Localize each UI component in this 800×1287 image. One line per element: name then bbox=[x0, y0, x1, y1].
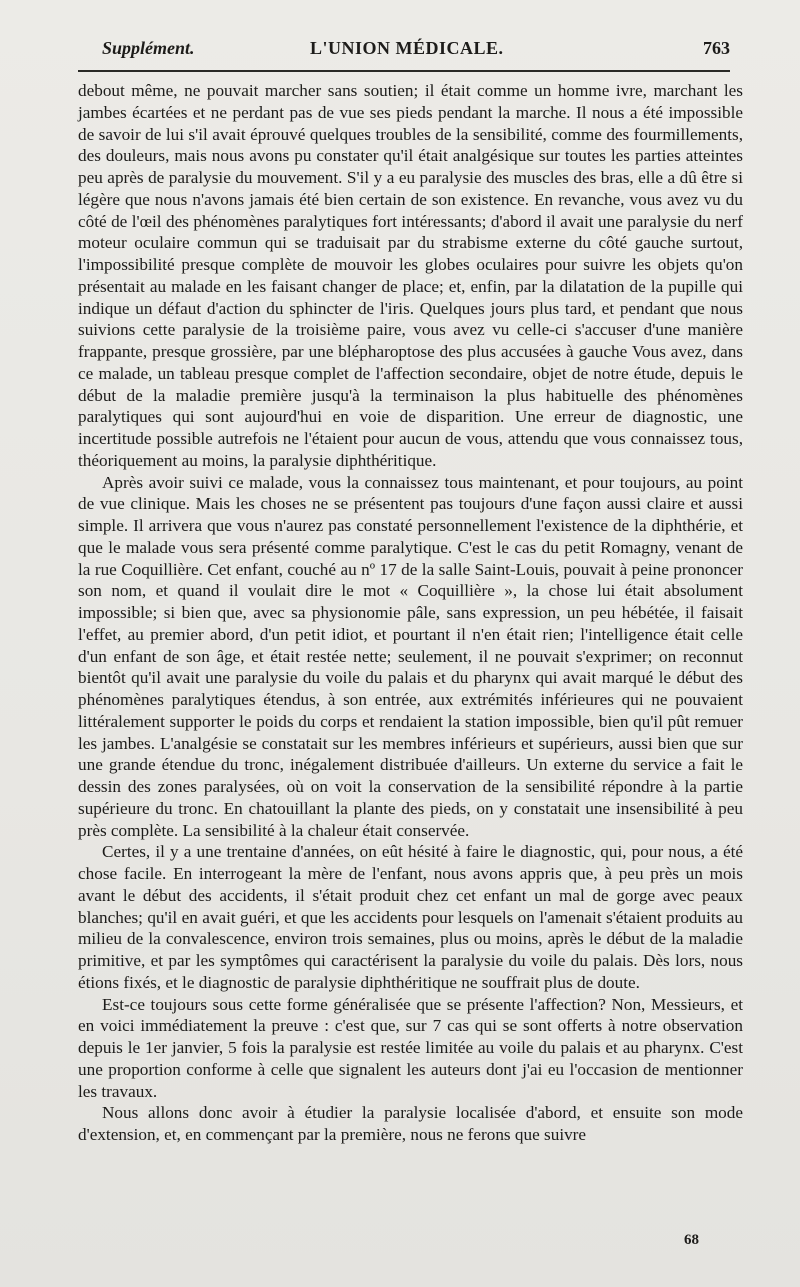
section-label: Supplément. bbox=[102, 38, 195, 58]
header-rule bbox=[78, 70, 730, 72]
paragraph-2: Après avoir suivi ce malade, vous la connaissez tous maintenant, et pour toujours, au point de vue clinique. Mais les choses ne se présentent pas toujours d'une façon aussi claire et aussi simple. Il arrivera que vous n'aurez pas constaté personnellement l'existence de la diphthérie, et que le malade vous sera présenté comme paralytique. C'est le cas du petit Romagny, venant de la rue Coquillière. Cet enfant, couché au nº 17 de la salle Saint-Louis, pouvait à peine prononcer son nom, et quand il voulait dire le mot « Coquillière », la chose lui était absolument impossible; si bien que, avec sa physionomie pâle, sans expression, un peu hébétée, il faisait l'effet, au premier abord, d'un petit idiot, et pourtant il n'en était rien; l'intelligence était celle d'un enfant de son âge, et était restée nette; seulement, il ne pouvait s'exprimer; on reconnut bientôt qu'il avait une paralysie du voile du palais et du pharynx qui avait marqué le début des phénomènes paralytiques étendus, à son entrée, aux extrémités inférieures qui ne pouvaient littéralement supporter le poids du corps et rendaient la station impossible, bien qu'il pût remuer les jambes. L'analgésie se constatait sur les membres inférieurs et supérieurs, aussi bien que sur une grande étendue du tronc, inégalement distribuée d'ailleurs. Un externe du service a fait le dessin des zones paralysées, où on voit la conservation de la sensibilité répondre à la partie supérieure du tronc. En chatouillant la plante des pieds, on y constatait une insensibilité à peu près complète. La sensibilité à la chaleur était conservée. bbox=[78, 472, 743, 840]
page-number: 763 bbox=[703, 38, 730, 58]
paragraph-1: debout même, ne pouvait marcher sans soutien; il était comme un homme ivre, marchant les jambes écartées et ne perdant pas de vue ses pieds pendant la marche. Il nous a été impossible de savoir de lui s'il avait éprouvé quelques troubles de la sensibilité, comme des fourmillements, des douleurs, mais nous avons pu constater qu'il était analgésique sur toutes les parties atteintes peu après de paralysie du mouvement. S'il y a eu paralysie des muscles des bras, elle a dû être si légère que nous n'avons jamais été bien certain de son existence. En revanche, vous avez vu du côté de l'œil des phénomènes paralytiques fort intéressants; d'abord il avait une paralysie du nerf moteur oculaire commun qui se traduisait par du strabisme externe du côté gauche surtout, l'impossibilité presque complète de mouvoir les globes oculaires pour suivre les objets qu'on présentait au malade en les faisant changer de place; et, enfin, par la dilatation de la pupille qui indique un défaut d'action du sphincter de l'iris. Quelques jours plus tard, et pendant que nous suivions cette paralysie de la troisième paire, vous avez vu celle-ci s'accuser d'une manière frappante, presque grossière, par une blépharoptose des plus accusées à gauche Vous avez, dans ce malade, un tableau presque complet de l'affection secondaire, objet de notre étude, depuis le début de la maladie première jusqu'à la terminaison la plus habituelle des phénomènes paralytiques qui sont aujourd'hui en voie de disparition. Une erreur de diagnostic, une incertitude possible autrefois ne l'étaient pour aucun de vous, attendu que vous connaissez tous, théoriquement au moins, la paralysie diphthéritique. bbox=[78, 81, 743, 470]
signature-number: 68 bbox=[684, 1232, 699, 1248]
running-header bbox=[102, 38, 730, 64]
paragraph-5: Nous allons donc avoir à étudier la paralysie localisée d'abord, et ensuite son mode d'extension, et, en commençant par la première, nous ne ferons que suivre bbox=[78, 1103, 743, 1144]
article-body bbox=[78, 80, 743, 1146]
paragraph-3: Certes, il y a une trentaine d'années, on eût hésité à faire le diagnostic, qui, pour nous, a été chose facile. En interrogeant la mère de l'enfant, nous avons appris que, à peu près un mois avant le début des accidents, il s'était produit chez cet enfant un mal de gorge avec peaux blanches; qu'il en avait guéri, et que les accidents pour lesquels on l'amenait s'étaient produits au milieu de la convalescence, environ trois semaines, plus ou moins, après le début de la maladie primitive, et par les symptômes qui caractérisent la paralysie du voile du palais. Dès lors, nous étions fixés, et le diagnostic de paralysie diphthéritique ne souffrait plus de doute. bbox=[78, 842, 743, 992]
paragraph-4: Est-ce toujours sous cette forme généralisée que se présente l'affection? Non, Messieurs, et en voici immédiatement la preuve : c'est que, sur 7 cas qui se sont offerts à notre observation depuis le 1er janvier, 5 fois la paralysie est restée limitée au voile du palais et au pharynx. C'est une proportion conforme à celle que signalent les auteurs dont j'ai eu l'occasion de mentionner les travaux. bbox=[78, 994, 743, 1101]
journal-title: L'UNION MÉDICALE. bbox=[310, 38, 504, 58]
